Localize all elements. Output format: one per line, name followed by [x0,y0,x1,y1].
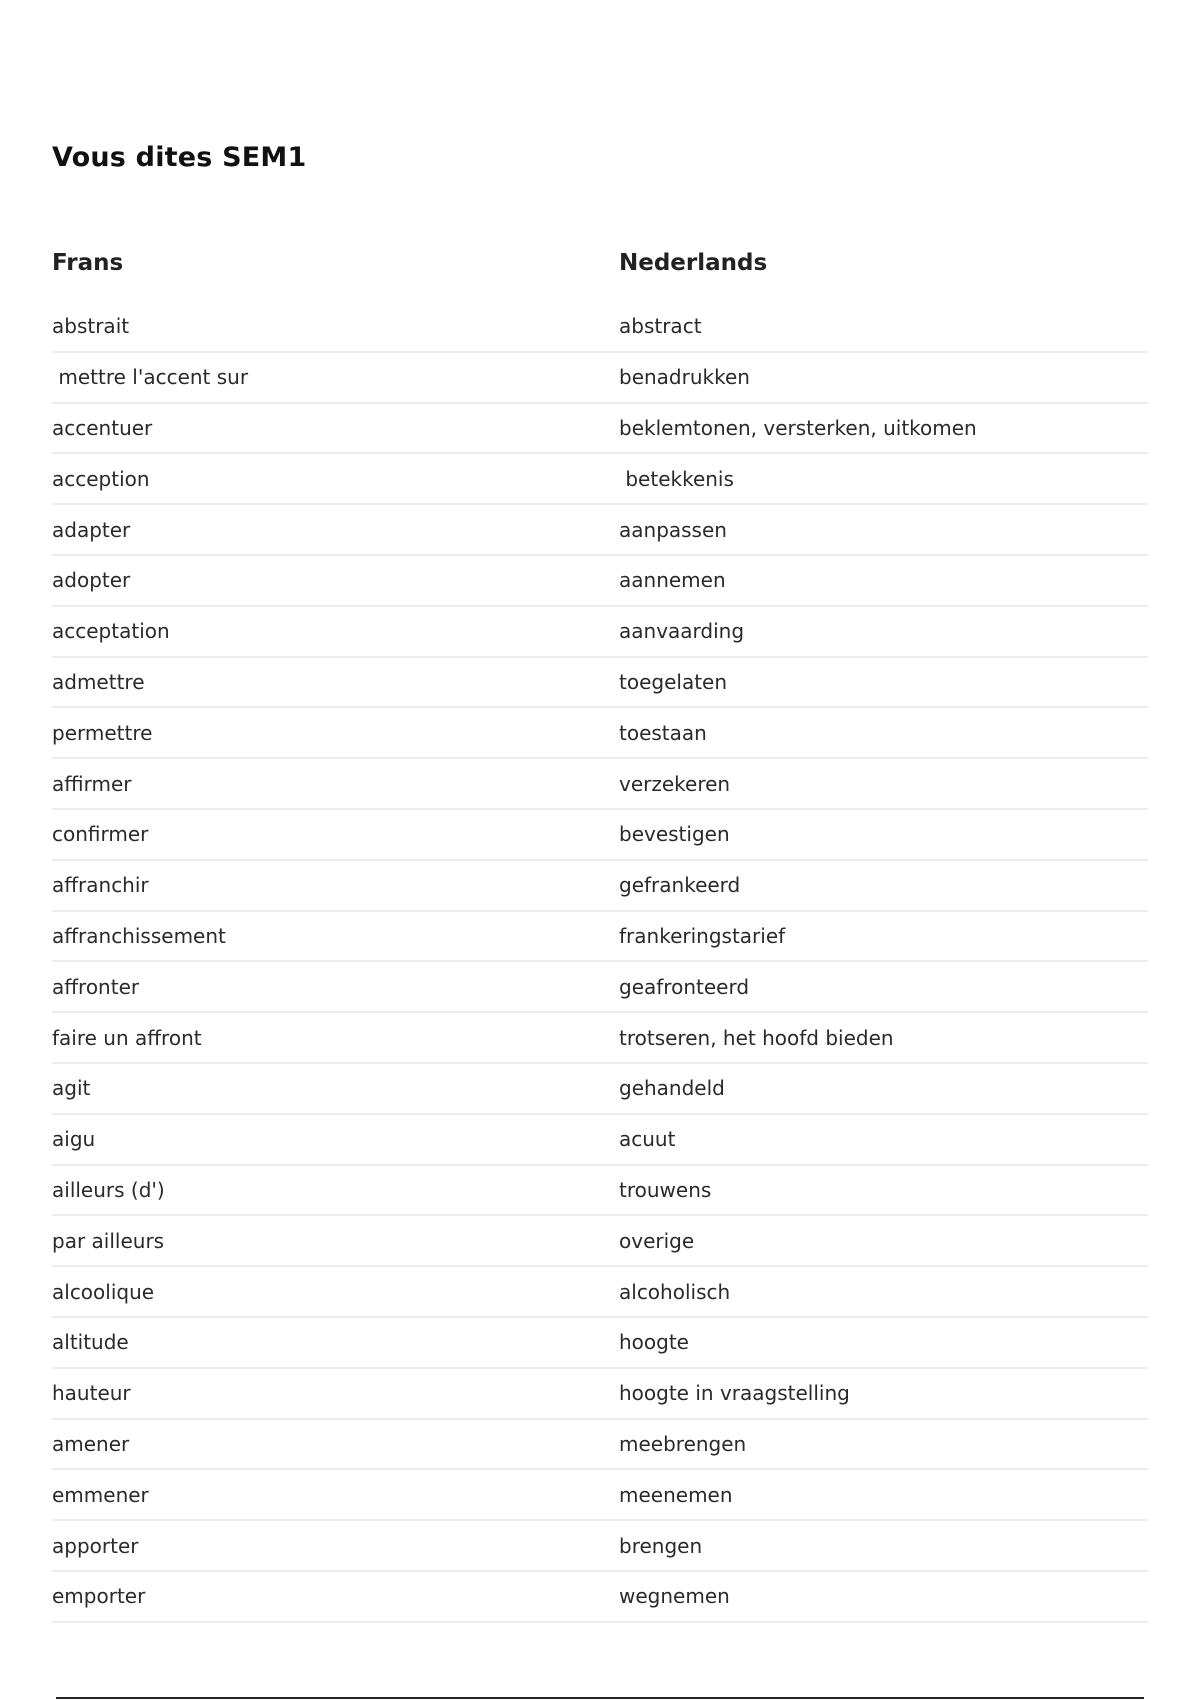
table-row [52,861,1148,912]
table-row [52,1521,1148,1572]
cell-frans: affirmer [52,771,132,796]
table-row [52,1166,1148,1217]
table-row [52,505,1148,556]
column-header-nederlands: Nederlands [619,250,768,276]
cell-nederlands: acuut [619,1127,676,1152]
table-row [52,1115,1148,1166]
table-header [52,240,1148,286]
cell-frans: hauteur [52,1381,131,1406]
cell-nederlands: alcoholisch [619,1279,731,1304]
cell-nederlands: wegnemen [619,1584,730,1609]
cell-nederlands: betekkenis [619,466,734,491]
cell-nederlands: trotseren, het hoofd bieden [619,1025,894,1050]
cell-frans: emmener [52,1482,149,1507]
cell-nederlands: benadrukken [619,365,750,390]
table-row [52,759,1148,810]
table-row [52,607,1148,658]
cell-frans: adopter [52,568,131,593]
table-row [52,556,1148,607]
cell-nederlands: overige [619,1228,695,1253]
cell-nederlands: gefrankeerd [619,873,741,898]
cell-frans: altitude [52,1330,129,1355]
cell-frans: mettre l'accent sur [52,365,249,390]
cell-nederlands: hoogte in vraagstelling [619,1381,850,1406]
cell-frans: affranchissement [52,923,226,948]
table-row [52,810,1148,861]
column-header-frans: Frans [52,250,124,276]
cell-nederlands: brengen [619,1533,703,1558]
cell-frans: affranchir [52,873,149,898]
cell-nederlands: abstract [619,314,702,339]
table-row [52,1420,1148,1471]
table-row [52,1216,1148,1267]
table-row [52,1369,1148,1420]
cell-nederlands: aannemen [619,568,726,593]
cell-nederlands: beklemtonen, versterken, uitkomen [619,415,977,440]
cell-nederlands: trouwens [619,1177,712,1202]
cell-nederlands: toegelaten [619,669,728,694]
cell-nederlands: aanpassen [619,517,727,542]
cell-frans: aigu [52,1127,96,1152]
cell-nederlands: hoogte [619,1330,689,1355]
table-row [52,1013,1148,1064]
cell-frans: accentuer [52,415,153,440]
cell-frans: affronter [52,974,140,999]
cell-frans: par ailleurs [52,1228,165,1253]
table-row [52,353,1148,404]
cell-frans: amener [52,1431,130,1456]
table-row [52,1064,1148,1115]
cell-frans: confirmer [52,822,149,847]
table-body [52,302,1148,1623]
cell-nederlands: meebrengen [619,1431,747,1456]
table-row [52,1318,1148,1369]
cell-nederlands: meenemen [619,1482,733,1507]
table-row [52,658,1148,709]
vocabulary-table [52,240,1148,1623]
table-row [52,912,1148,963]
cell-frans: admettre [52,669,145,694]
cell-nederlands: gehandeld [619,1076,725,1101]
cell-frans: acceptation [52,619,170,644]
cell-nederlands: toestaan [619,720,707,745]
table-row [52,1267,1148,1318]
table-row [52,302,1148,353]
cell-frans: alcoolique [52,1279,155,1304]
cell-frans: ailleurs (d') [52,1177,165,1202]
cell-frans: apporter [52,1533,139,1558]
cell-nederlands: verzekeren [619,771,731,796]
cell-frans: emporter [52,1584,146,1609]
cell-nederlands: aanvaarding [619,619,745,644]
bottom-rule [56,1697,1144,1699]
table-row [52,962,1148,1013]
table-row [52,1470,1148,1521]
cell-frans: acception [52,466,150,491]
table-row [52,454,1148,505]
cell-frans: abstrait [52,314,130,339]
table-row [52,404,1148,455]
cell-nederlands: bevestigen [619,822,730,847]
cell-frans: faire un affront [52,1025,202,1050]
cell-frans: adapter [52,517,131,542]
cell-frans: permettre [52,720,153,745]
table-row [52,708,1148,759]
page-title: Vous dites SEM1 [52,142,307,173]
cell-frans: agit [52,1076,91,1101]
cell-nederlands: frankeringstarief [619,923,786,948]
cell-nederlands: geafronteerd [619,974,750,999]
table-row [52,1572,1148,1623]
